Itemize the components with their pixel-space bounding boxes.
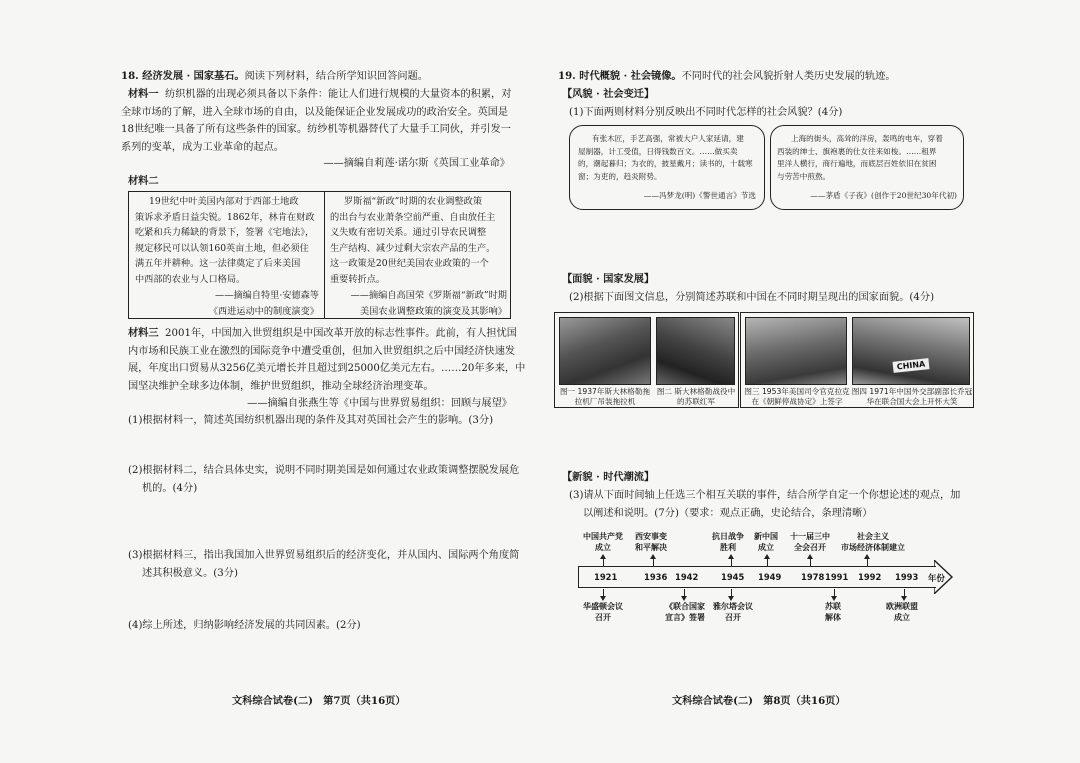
timeline-arrow bbox=[684, 589, 685, 599]
material-1 bbox=[121, 86, 512, 156]
photo-group-china bbox=[740, 312, 974, 408]
q18-part2: (2)根据材料二，结合具体史实，说明不同时期美国是如何通过农业政策调整摆脱发展危 机的。(4分) bbox=[128, 465, 520, 494]
left-footer: 文科综合试卷(二) 第7页（共16页） bbox=[232, 695, 406, 707]
timeline-arrow bbox=[603, 589, 604, 599]
quote-right-source: ——茅盾《子夜》(创作于20世纪30年代初) bbox=[810, 191, 957, 200]
caption-2: 图二 斯大林格勒战役中的苏联红军 bbox=[656, 387, 736, 406]
q19-part3: (3)请从下面时间轴上任选三个相互关联的事件，结合所学自定一个你想论述的观点，加 以阐述和说明。(7分)（要求：观点正确，史论结合，条理清晰） bbox=[569, 490, 961, 519]
timeline-event-bottom: 《联合国家 宣言》签署 bbox=[665, 602, 705, 622]
photo-tractor-factory bbox=[559, 317, 651, 385]
timeline-year: 1921 bbox=[594, 572, 618, 582]
caption-3: 图三 1953年美国司令官克拉克在《朝鲜停战协定》上签字 bbox=[744, 387, 850, 406]
timeline-event-top: 中国共产党 成立 bbox=[583, 532, 623, 552]
timeline-arrow bbox=[767, 556, 768, 566]
q19-part2: (2)根据下面图文信息，分别简述苏联和中国在不同时期呈现出的国家面貌。(4分) bbox=[569, 292, 935, 303]
timeline-arrow bbox=[867, 556, 868, 566]
q18-part4: (4)综上所述，归纳影响经济发展的共同因素。(2分) bbox=[128, 620, 361, 631]
m2-right-cell: 罗斯福“新政”时期的农业调整政策 的出台与农业萧条空前严重、自由放任主 义失败有密切关系。通过引导农民调整 生产结构、减少过剩大宗农产品的生产。 这一政策是20世纪美国农业政策的一个 重要转折点。 bbox=[330, 196, 496, 285]
timeline-arrow bbox=[603, 556, 604, 566]
china-nameplate: CHINA bbox=[893, 358, 930, 373]
timeline-year: 1949 bbox=[758, 572, 782, 582]
section-tag-1: 【风貌 · 社会变迁】 bbox=[562, 88, 655, 100]
timeline-arrow bbox=[731, 589, 732, 599]
q18-part3: (3)根据材料三，指出我国加入世界贸易组织后的经济变化，并从国内、国际两个角度简 述其积极意义。(3分) bbox=[128, 550, 520, 579]
q19-heading: 19. 时代概貌 · 社会镜像。不同时代的社会风貌折射人类历史发展的轨迹。 bbox=[558, 70, 896, 82]
m3-source: ——摘编自张燕生等《中国与世界贸易组织：回顾与展望》 bbox=[247, 398, 512, 409]
m3-label: 材料三 bbox=[128, 327, 159, 339]
timeline-arrow bbox=[834, 589, 835, 599]
m1-line: 纺织机器的出现必须具备以下条件：能让人们进行规模的大量资本的积累，对 bbox=[165, 89, 512, 100]
photo-un-assembly bbox=[852, 317, 970, 385]
table-divider bbox=[324, 192, 325, 318]
m2-left-cell: 19世纪中叶美国内部对于西部土地政 策诉求矛盾日益尖锐。1862年，林肯在财政 吃紧和兵力稀缺的背景下，签署《宅地法》， 规定移民可以认领160英亩土地，但必须住 满五年并耕种。这一法律奠定了后来美国 中西部的农业与人口格局。 bbox=[135, 196, 315, 285]
timeline-year: 1978 bbox=[801, 572, 825, 582]
timeline-year: 1993 bbox=[895, 572, 919, 582]
timeline-arrow bbox=[904, 589, 905, 599]
quote-left-source: ——冯梦龙(明)《警世通言》节选 bbox=[643, 191, 756, 200]
m1-line: 系列的变革，成为工业革命的起点。 bbox=[121, 141, 284, 153]
timeline-year: 1942 bbox=[675, 572, 699, 582]
material-2-table bbox=[128, 191, 511, 319]
q19-part1: (1)下面两则材料分别反映出不同时代怎样的社会风貌？(4分) bbox=[569, 107, 843, 118]
material-3: 材料三 2001年，中国加入世贸组织是中国改革开放的标志性事件。此前，有人担忧国 内市场和民族工业在激烈的国际竞争中遭受重创，但加入世贸组织之后中国经济快速发 展，年度出口贸易从3256亿美元增长并且超过到25000亿美元左右。……20年多来，中 国坚决维护全球多边体制，维护世贸组织，推动全球经济治理变革。 bbox=[128, 325, 525, 395]
m3-line: 内市场和民族工业在激烈的国际竞争中遭受重创，但加入世贸组织之后中国经济快速发 bbox=[128, 345, 516, 357]
timeline-event-top: 新中国 成立 bbox=[754, 532, 778, 552]
timeline-arrow bbox=[731, 556, 732, 566]
section-tag-3: 【新貌 · 时代潮流】 bbox=[562, 471, 655, 483]
timeline-arrow bbox=[653, 556, 654, 566]
timeline-axis bbox=[578, 566, 936, 588]
timeline-event-top: 抗日战争 胜利 bbox=[712, 532, 744, 552]
photo-armistice-signing bbox=[745, 317, 847, 385]
m3-line: 国坚决维护全球多边体制，维护世贸组织，推动全球经济治理变革。 bbox=[128, 380, 434, 392]
timeline-event-top: 十一届三中 全会召开 bbox=[790, 532, 830, 552]
m2-label: 材料二 bbox=[128, 175, 159, 187]
q18-heading-rest: 阅读下列材料，结合所学知识回答问题。 bbox=[244, 71, 428, 82]
timeline-event-bottom: 雅尔塔会议 召开 bbox=[713, 602, 753, 622]
quote-box-right: 上海的街头，高耸的洋房，轰鸣的电车，穿着 西装的绅士、旗袍裹的仕女往来如梭。……租界 里洋人横行，商行遍地，而底层百姓依旧在贫困 与劳苦中煎熬。 ——茅盾《子夜》(创作于20世纪30年代初) bbox=[770, 125, 964, 210]
photo-stalingrad-battle bbox=[656, 317, 735, 385]
timeline-event-bottom: 苏联 解体 bbox=[825, 602, 841, 622]
timeline-axis-unit: 年份 bbox=[928, 573, 945, 583]
m1-line: 全球市场的了解，进入全球市场的自由，以及能保证企业发展成功的政治安全。英国是 bbox=[121, 106, 509, 118]
q18-part1: (1)根据材料一，简述英国纺织机器出现的条件及其对英国社会产生的影响。(3分) bbox=[128, 415, 494, 426]
timeline-year: 1992 bbox=[858, 572, 882, 582]
right-page bbox=[540, 0, 1080, 763]
timeline-year: 1991 bbox=[825, 572, 849, 582]
timeline-arrow bbox=[810, 556, 811, 566]
photo-group-ussr bbox=[554, 312, 739, 408]
timeline-event-top: 社会主义 市场经济体制建立 bbox=[841, 532, 905, 552]
timeline-year: 1945 bbox=[721, 572, 745, 582]
m1-label: 材料一 bbox=[128, 88, 159, 100]
m1-line: 18世纪唯一具备了所有这些条件的国家。纺纱机等机器替代了大量手工同伙，并引发一 bbox=[121, 124, 511, 135]
caption-1: 图一 1937年斯大林格勒拖拉机厂吊装拖拉机 bbox=[559, 387, 651, 406]
m1-source: ——摘编自莉莲·诺尔斯《英国工业革命》 bbox=[323, 158, 510, 169]
m2-right-source: ——摘编自高国荣《罗斯福“新政”时期 美国农业调整政策的演变及其影响》 bbox=[350, 290, 507, 317]
right-footer: 文科综合试卷(二) 第8页（共16页） bbox=[672, 695, 846, 707]
q18-heading bbox=[121, 68, 428, 86]
quote-box-left: 有张木匠，手艺高强，常被大户人家延请，建 屋制器，计工受值，日得钱数百文。……做买卖 的，潮起暮归；为衣的，披星戴月；读书的，十载寒 窗；为吏的，趋炎附势。 ——冯梦龙(明)《警世通言》节选 bbox=[569, 125, 765, 210]
caption-4: 图四 1971年中国外交部副部长乔冠华在联合国大会上开怀大笑 bbox=[851, 387, 973, 406]
timeline-event-top: 西安事变 和平解决 bbox=[635, 532, 667, 552]
q18-heading-bold: 18. 经济发展 · 国家基石。 bbox=[121, 70, 245, 82]
m2-left-source: ——摘编自特里·安德森等 《西进运动中的制度演变》 bbox=[208, 290, 319, 317]
section-tag-2: 【面貌 · 国家发展】 bbox=[562, 273, 655, 285]
timeline-event-bottom: 欧洲联盟 成立 bbox=[886, 602, 918, 622]
timeline-event-bottom: 华盛顿会议 召开 bbox=[583, 602, 623, 622]
m3-line: 展，年度出口贸易从3256亿美元增长并且超过到25000亿美元左右。……20年多来，中 bbox=[128, 363, 526, 374]
timeline-year: 1936 bbox=[644, 572, 668, 582]
